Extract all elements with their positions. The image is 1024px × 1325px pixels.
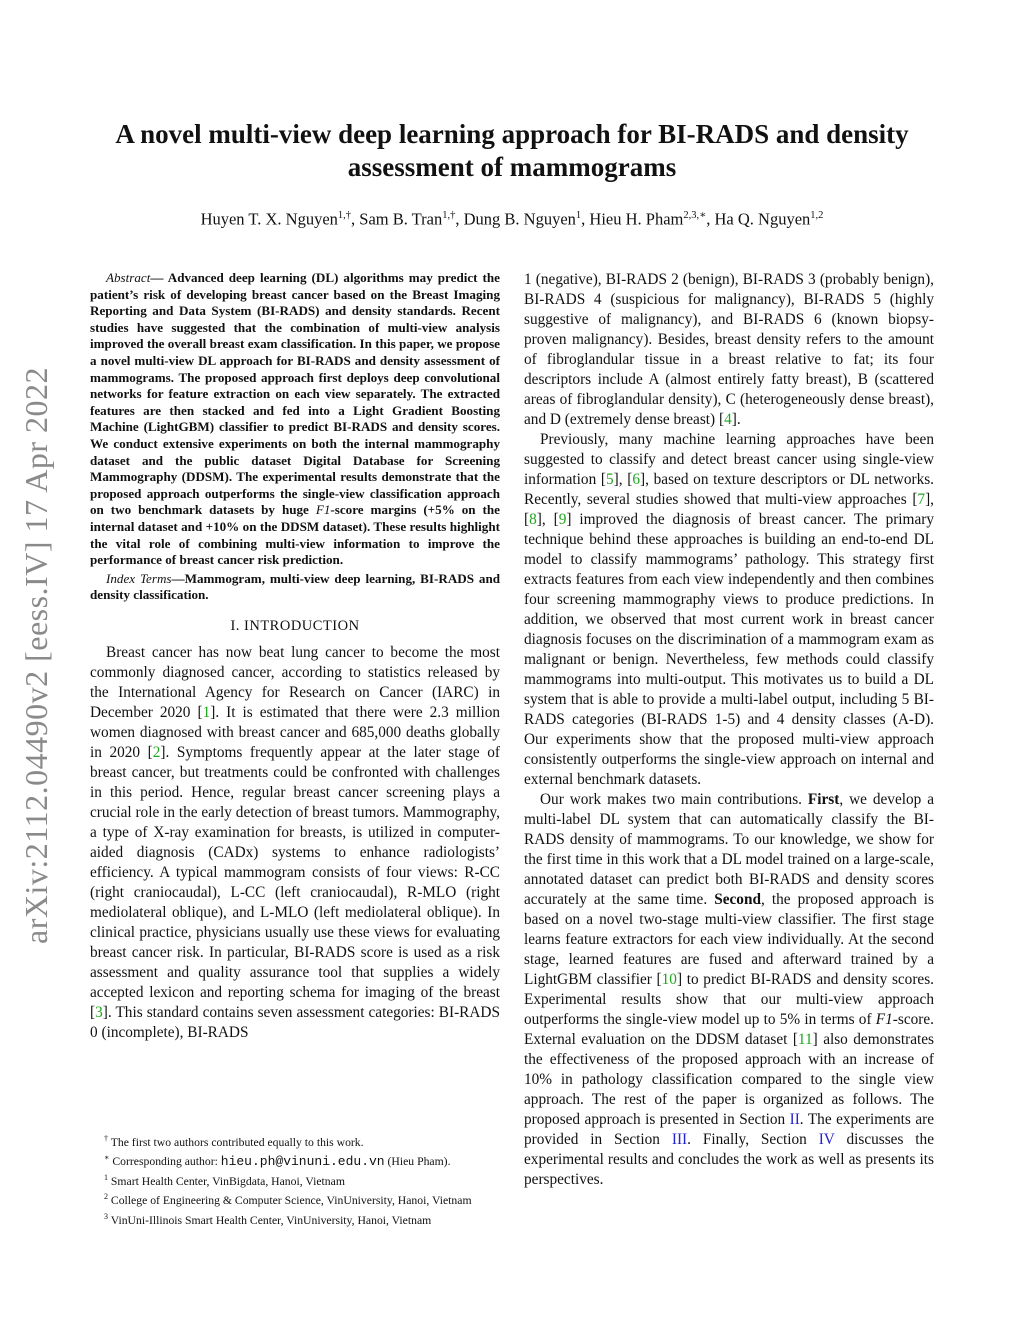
author-name: Huyen T. X. Nguyen bbox=[200, 209, 338, 229]
footnote: † The first two authors contributed equally to this work. bbox=[104, 1134, 364, 1149]
left-column bbox=[90, 270, 500, 1043]
footnotes bbox=[90, 1131, 500, 1228]
author-name: Ha Q. Nguyen bbox=[714, 209, 811, 229]
citation-link[interactable]: 3 bbox=[95, 1003, 103, 1021]
abstract-text: Advanced deep learning (DL) algorithms may predict the patient’s risk of developing breast cancer based on the Breast Imaging Reporting and Data System (BI-RADS) and density standards. Recent studies have suggested that the combination of multi-view analysis improved the overall breast exam classification. In this paper, we propose a novel multi-view DL approach for BI-RADS and density assessment of mammograms. The proposed approach first deploys deep convolutional networks for feature extraction on each view separately. The extracted features are then stacked and fed into a Light Gradient Boosting Machine (LightGBM) classifier to predict BI-RADS and density scores. We conduct extensive experiments on both the internal mammography dataset and the public dataset Digital Database for Screening Mammography (DDSM). The experimental results demonstrate that the proposed approach outperforms the single-view classification approach on two benchmark datasets by huge bbox=[90, 270, 500, 518]
citation-link[interactable]: 9 bbox=[558, 511, 567, 528]
abstract-label: Abstract bbox=[106, 270, 151, 285]
author-name: Hieu H. Pham bbox=[589, 209, 684, 229]
citation-link[interactable]: 6 bbox=[632, 471, 641, 488]
author-affiliation: 1 bbox=[575, 210, 582, 221]
section-link[interactable]: IV bbox=[818, 1131, 835, 1148]
email-link[interactable]: hieu.ph@vinuni.edu.vn bbox=[220, 1154, 385, 1170]
section-heading-introduction: I. INTRODUCTION bbox=[230, 617, 360, 634]
arxiv-stamp bbox=[10, 350, 62, 960]
author-affiliation: 1,† bbox=[442, 210, 456, 221]
citation-link[interactable]: 1 bbox=[202, 703, 211, 721]
intro-paragraph: Breast cancer has now beat lung cancer to become the most commonly diagnosed cancer, according to statistics released by the International Agency for Research on Cancer (IARC) in December 2020 [1]. It is estimated that there were 2.3 million women diagnosed with breast cancer and 685,000 deaths globally in 2020 [2]. Symptoms frequently appear at the later stage of breast cancer, but treatments could be confronted with challenges in this period. Hence, regular breast cancer screening plays a crucial role in the early detection of breast tumors. Mammography, a type of X-ray examination for breasts, is utilized in computer-aided diagnosis (CADx) systems to enhance radiologists’ efficiency. A typical mammogram consists of four views: R-CC (right craniocaudal), L-CC (left craniocaudal), R-MLO (right mediolateral oblique), and L-MLO (left mediolateral oblique). In clinical practice, physicians usually use these views for evaluating breast cancer risk. In particular, BI-RADS score is used as a risk assessment and quality assurance tool that supplies a widely accepted lexicon and reporting schema for imaging of the breast [3]. This standard contains seven assessment categories: BI-RADS 0 (incomplete), BI-RADS bbox=[90, 643, 500, 1041]
citation-link[interactable]: 4 bbox=[724, 411, 732, 428]
citation-link[interactable]: 2 bbox=[152, 743, 161, 761]
author-name: Dung B. Nguyen bbox=[463, 209, 576, 229]
author-affiliation: 1,2 bbox=[810, 210, 824, 221]
citation-link[interactable]: 7 bbox=[917, 491, 926, 508]
right-column bbox=[524, 270, 934, 1190]
section-link[interactable]: III bbox=[671, 1131, 688, 1148]
citation-link[interactable]: 5 bbox=[606, 471, 614, 488]
citation-link[interactable]: 8 bbox=[529, 511, 537, 528]
author-name: Sam B. Tran bbox=[359, 209, 443, 229]
author-affiliation: 1,† bbox=[337, 210, 352, 221]
footnote: $^1$ Smart Health Center, VinBigdata, Hanoi, Vietnam bbox=[104, 1172, 345, 1188]
index-terms-label: Index Terms bbox=[106, 570, 172, 586]
citation-link[interactable]: 10 bbox=[661, 971, 677, 988]
body-paragraph: Our work makes two main contributions. First, we develop a multi-label DL system that can automatically classify the BI-RADS density of mammograms. To our knowledge, we show for the first time in this work that a DL model trained on a large-scale, annotated dataset can predict both BI-RADS and density scores accurately at the same time. Second, the proposed approach is based on a novel two-stage multi-view classifier. The first stage learns feature extractors for each view individually. At the second stage, learned features are fused and afterward trained by a LightGBM classifier [10] to predict BI-RADS and density scores. Experimental results show that our multi-view approach outperforms the single-view model up to 5% in terms of F1-score. External evaluation on the DDSM dataset [11] also demonstrates the effectiveness of the proposed approach with an increase of 10% in pathology classification compared to the single view approach. The rest of the paper is organized as follows. The proposed approach is presented in Section II. The experiments are provided in Section III. Finally, Section IV discusses the experimental results and concludes the work as well as presents its perspectives. bbox=[524, 791, 934, 1188]
body-paragraph: 1 (negative), BI-RADS 2 (benign), BI-RADS 3 (probably benign), BI-RADS 4 (suspicious for malignancy), BI-RADS 5 (highly suggestive of malignancy), and BI-RADS 6 (known biopsy-proven malignancy). Besides, breast density refers to the amount of fibroglandular tissue in a breast relative to fat; its four descriptors include A (almost entirely fatty breast), B (scattered areas of fibroglandular density), C (heterogeneously dense breast), and D (extremely dense breast) [4]. bbox=[524, 271, 934, 428]
footnote: ∗ Corresponding author: hieu.ph@vinuni.edu.vn (Hieu Pham). bbox=[104, 1153, 451, 1170]
arxiv-stamp-text: arXiv:2112.04490v2 [eess.IV] 17 Apr 2022 bbox=[17, 366, 54, 944]
index-terms: Index Terms—Mammogram, multi-view deep learning, BI-RADS and density classification. bbox=[90, 570, 501, 603]
author-affiliation: 2,3,∗ bbox=[683, 210, 707, 221]
citation-link[interactable]: 11 bbox=[797, 1031, 813, 1048]
author-list: Huyen T. X. Nguyen$^{1,\dagger}$, Sam B. Tran$^{1,\dagger}$, Dung B. Nguyen$^1$, Hieu H. Pham$^{2,3,∗}$, Ha Q. Nguyen$^{1,2}$ bbox=[200, 209, 824, 229]
paper-title: A novel multi-view deep learning approach for BI-RADS and density assessment of mammograms bbox=[115, 119, 909, 182]
footnote: $^2$ College of Engineering & Computer Science, VinUniversity, Hanoi, Vietnam bbox=[104, 1192, 472, 1208]
body-paragraph: Previously, many machine learning approaches have been suggested to classify and detect breast cancer using single-view information [5], [6], based on texture descriptors or DL networks. Recently, several studies showed that multi-view approaches [7], [8], [9] improved the diagnosis of breast cancer. The primary technique behind these approaches is building an end-to-end DL model to classify mammograms’ pathology. This strategy first extracts features from each view independently and then combines four screening mammography views to produce predictions. In addition, we observed that most current work in breast cancer diagnosis focuses on the discrimination of a mammogram exam as malignant or benign. Nevertheless, few methods could classify mammograms into multi-output. This motivates us to build a DL system that is able to provide a multi-label output, including 5 BI-RADS categories (BI-RADS 1-5) and 4 density classes (A-D). Our experiments show that the proposed multi-view approach consistently outperforms the single-view approach on internal and external benchmark datasets. bbox=[524, 431, 935, 788]
section-link[interactable]: II bbox=[789, 1111, 800, 1128]
footnote: $^3$ VinUni-Illinois Smart Health Center, VinUniversity, Hanoi, Vietnam bbox=[104, 1211, 432, 1227]
abstract: Abstract— Advanced deep learning (DL) algorithms may predict the patient’s risk of developing breast cancer based on the Breast Imaging Reporting and Data System (BI-RADS) and density standards. Recent studies have suggested that the combination of multi-view analysis improved the overall breast exam classification. In this paper, we propose a novel multi-view DL approach for BI-RADS and density assessment of mammograms. The proposed approach first deploys deep convolutional networks for feature extraction on each view separately. The extracted features are then stacked and fed into a Light Gradient Boosting Machine (LightGBM) classifier to predict BI-RADS and density scores. We conduct extensive experiments on both the internal mammography dataset and the public dataset Digital Database for Screening Mammography (DDSM). The experimental results demonstrate that the proposed approach outperforms the single-view classification approach on two benchmark datasets by huge F1-score margins (+5% on the internal dataset and +10% on the DDSM dataset). These results highlight the vital role of combining multi-view information to improve the performance of breast cancer risk prediction. bbox=[90, 270, 500, 568]
